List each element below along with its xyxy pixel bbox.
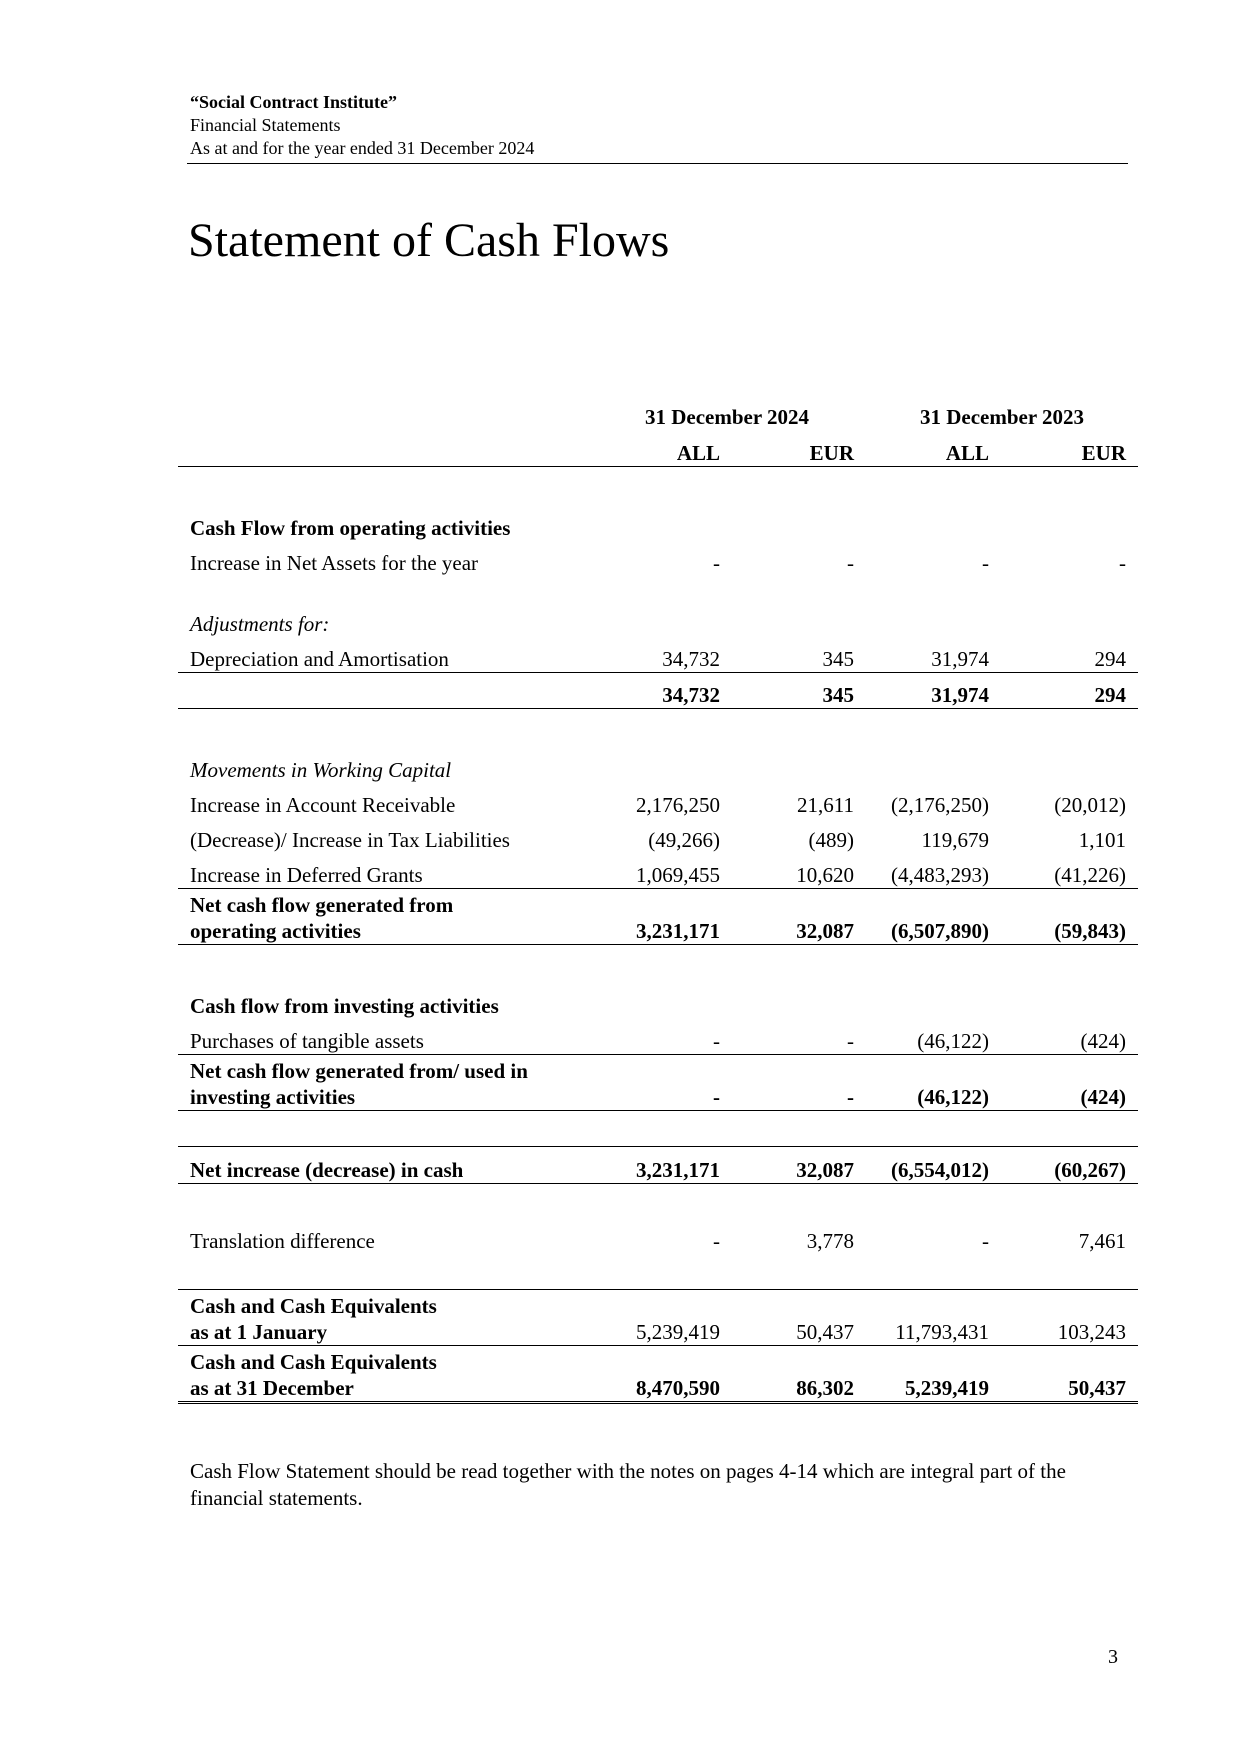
spacer-row	[178, 1111, 1138, 1147]
row-label	[178, 1290, 588, 1346]
row-cash-closing	[178, 1346, 1138, 1403]
cell-all-2024: -	[588, 1019, 732, 1055]
row-label	[178, 1055, 588, 1111]
cell-eur-2024: 345	[732, 673, 866, 709]
cell-all-2024: 3,231,171	[588, 1147, 732, 1184]
cell-eur-2023: (20,012)	[1054, 793, 1126, 817]
cell-eur-2024: (489)	[808, 828, 854, 852]
row-label	[178, 889, 588, 945]
cell-eur-2023: (41,226)	[1001, 853, 1138, 889]
section-heading: Cash flow from investing activities	[190, 994, 499, 1018]
row-label	[178, 673, 588, 709]
currency-header-all-2024: ALL	[588, 430, 732, 467]
row-label: Increase in Net Assets for the year	[190, 551, 479, 575]
cell-all-2023: -	[982, 1229, 989, 1253]
row-adjustments-subtotal	[178, 673, 1138, 709]
row-net-increase	[178, 1147, 1138, 1184]
cell-all-2024: 1,069,455	[588, 853, 732, 889]
cell-all-2023: -	[982, 551, 989, 575]
cell-eur-2023: 50,437	[1001, 1346, 1138, 1403]
cell-all-2023: (2,176,250)	[891, 793, 989, 817]
cell-eur-2023: 7,461	[1078, 1229, 1126, 1253]
row-label: Net increase (decrease) in cash	[178, 1147, 588, 1184]
cell-eur-2024: 50,437	[732, 1290, 866, 1346]
section-heading: Adjustments for:	[190, 612, 330, 636]
cell-eur-2023: (424)	[1001, 1019, 1138, 1055]
cell-all-2023: 31,974	[866, 673, 1001, 709]
cell-all-2024: -	[713, 1229, 720, 1253]
cell-all-2023: 119,679	[921, 828, 989, 852]
cell-all-2023: 31,974	[866, 637, 1001, 673]
row-translation-difference	[178, 1219, 1138, 1254]
cell-eur-2024: 3,778	[806, 1229, 854, 1253]
row-label: Increase in Deferred Grants	[178, 853, 588, 889]
page-number: 3	[1108, 1646, 1118, 1668]
row-label-line2: investing activities	[190, 1085, 356, 1109]
section-operating	[178, 506, 1138, 541]
row-label-line1: Cash and Cash Equivalents	[190, 1350, 437, 1374]
section-working-capital	[178, 748, 1138, 783]
spacer-row	[178, 1254, 1138, 1290]
currency-header-row	[178, 430, 1138, 467]
page-title: Statement of Cash Flows	[188, 214, 670, 267]
cell-eur-2023: (424)	[1001, 1055, 1138, 1111]
document-header	[190, 91, 1127, 160]
cell-eur-2024: 10,620	[732, 853, 866, 889]
cell-eur-2023: 294	[1001, 637, 1138, 673]
row-label: Purchases of tangible assets	[178, 1019, 588, 1055]
cell-eur-2023: 103,243	[1001, 1290, 1138, 1346]
row-net-assets	[178, 541, 1138, 576]
row-cash-opening	[178, 1290, 1138, 1346]
cell-eur-2024: -	[847, 551, 854, 575]
spacer-row	[178, 709, 1138, 749]
cell-all-2024: 3,231,171	[588, 889, 732, 945]
row-label-line2: as at 1 January	[190, 1320, 328, 1344]
row-deferred-grants	[178, 853, 1138, 889]
row-label-line2: operating activities	[190, 919, 361, 943]
section-heading: Movements in Working Capital	[190, 758, 452, 782]
cell-all-2024: 34,732	[588, 673, 732, 709]
organization-name: “Social Contract Institute”	[190, 92, 397, 112]
cell-eur-2024: 32,087	[732, 1147, 866, 1184]
cell-all-2024: 8,470,590	[588, 1346, 732, 1403]
cell-eur-2024: 345	[732, 637, 866, 673]
cell-all-2024: 5,239,419	[588, 1290, 732, 1346]
cell-all-2023: (4,483,293)	[866, 853, 1001, 889]
period-header-row	[178, 400, 1138, 430]
row-label-line1: Net cash flow generated from	[190, 893, 454, 917]
cell-eur-2024: -	[732, 1019, 866, 1055]
currency-header-all-2023: ALL	[866, 430, 1001, 467]
cell-eur-2024: -	[732, 1055, 866, 1111]
section-adjustments	[178, 602, 1138, 637]
period-header-2023: 31 December 2023	[919, 405, 1085, 429]
section-investing	[178, 984, 1138, 1019]
document-type: Financial Statements	[190, 115, 341, 135]
row-net-operating	[178, 889, 1138, 945]
row-depreciation	[178, 637, 1138, 673]
spacer-row	[178, 576, 1138, 602]
row-net-investing	[178, 1055, 1138, 1111]
row-label-line1: Cash and Cash Equivalents	[190, 1294, 437, 1318]
cell-eur-2023: -	[1119, 551, 1126, 575]
row-label	[178, 1346, 588, 1403]
spacer-row	[178, 945, 1138, 985]
row-tangible-assets	[178, 1019, 1138, 1055]
currency-header-eur-2024: EUR	[732, 430, 866, 467]
period-header-2024: 31 December 2024	[644, 405, 810, 429]
cell-eur-2024: 21,611	[797, 793, 854, 817]
cell-all-2024: -	[588, 1055, 732, 1111]
spacer-row	[178, 467, 1138, 507]
header-divider	[187, 163, 1128, 164]
row-label-line1: Net cash flow generated from/ used in	[190, 1059, 528, 1083]
cell-all-2024: 2,176,250	[636, 793, 720, 817]
row-label: Translation difference	[190, 1229, 375, 1253]
spacer-row	[178, 1184, 1138, 1220]
currency-header-eur-2023: EUR	[1001, 430, 1138, 467]
cell-all-2023: (46,122)	[866, 1055, 1001, 1111]
footnote: Cash Flow Statement should be read together with the notes on pages 4-14 which are integral part of the financial statements.	[190, 1459, 1066, 1510]
cash-flow-table	[178, 400, 1138, 1404]
row-tax-liabilities	[178, 818, 1138, 853]
row-label-line2: as at 31 December	[190, 1376, 354, 1400]
reporting-period: As at and for the year ended 31 December 2024	[190, 138, 535, 158]
cell-eur-2023: (59,843)	[1001, 889, 1138, 945]
cell-eur-2023: 294	[1001, 673, 1138, 709]
cell-all-2024: 34,732	[588, 637, 732, 673]
row-label: Depreciation and Amortisation	[178, 637, 588, 673]
row-label: Increase in Account Receivable	[190, 793, 456, 817]
cell-all-2023: (6,554,012)	[866, 1147, 1001, 1184]
cell-all-2023: (6,507,890)	[866, 889, 1001, 945]
cell-all-2023: 5,239,419	[866, 1346, 1001, 1403]
row-account-receivable	[178, 783, 1138, 818]
cell-eur-2024: 86,302	[732, 1346, 866, 1403]
section-heading: Cash Flow from operating activities	[190, 516, 511, 540]
cell-eur-2024: 32,087	[732, 889, 866, 945]
cell-all-2023: (46,122)	[866, 1019, 1001, 1055]
cell-eur-2023: 1,101	[1078, 828, 1126, 852]
cell-all-2024: (49,266)	[648, 828, 720, 852]
cell-eur-2023: (60,267)	[1001, 1147, 1138, 1184]
cell-all-2024: -	[713, 551, 720, 575]
cell-all-2023: 11,793,431	[866, 1290, 1001, 1346]
row-label: (Decrease)/ Increase in Tax Liabilities	[190, 828, 510, 852]
